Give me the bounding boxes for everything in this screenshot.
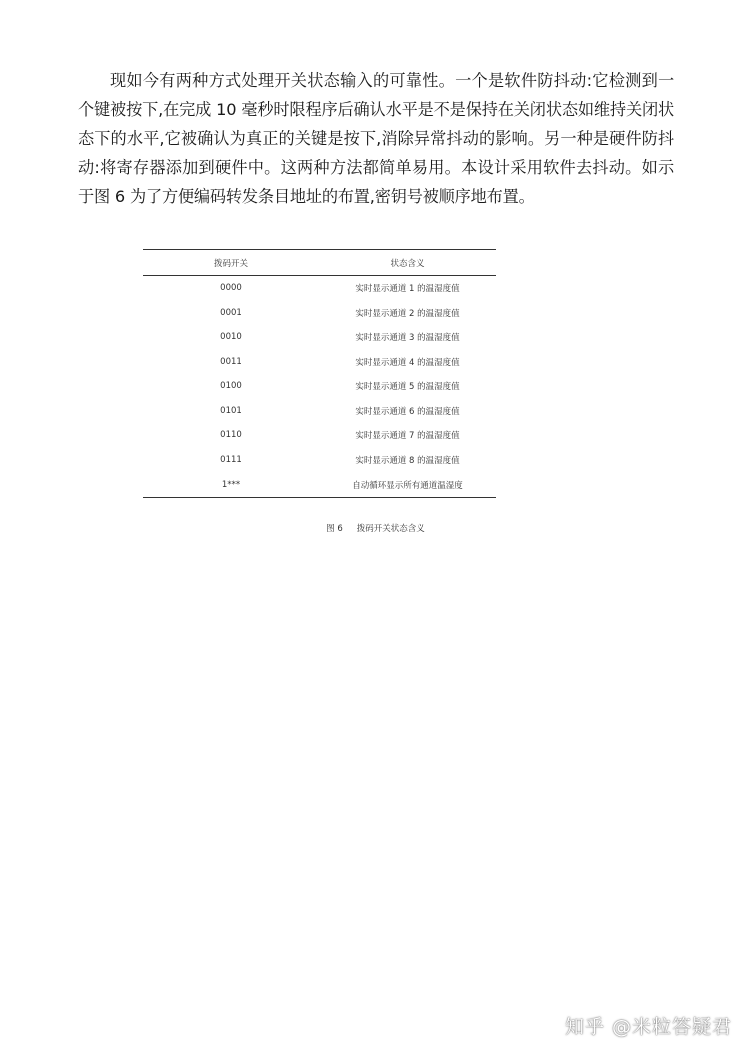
table-row bbox=[143, 399, 496, 424]
status-meaning-cell: 实时显示通道 7 的温湿度值 bbox=[355, 431, 460, 442]
table-row bbox=[143, 301, 496, 326]
status-meaning-cell: 实时显示通道 6 的温湿度值 bbox=[355, 406, 460, 417]
switch-code-cell: 0100 bbox=[220, 381, 242, 392]
table-row bbox=[143, 423, 496, 448]
status-meaning-cell: 实时显示通道 2 的温湿度值 bbox=[355, 308, 460, 319]
status-meaning-cell: 实时显示通道 3 的温湿度值 bbox=[355, 333, 460, 344]
table-row bbox=[143, 472, 496, 498]
switch-code-cell: 0111 bbox=[220, 454, 242, 465]
figure-number: 图 6 bbox=[326, 524, 343, 534]
figure-caption bbox=[143, 522, 608, 534]
table-row bbox=[143, 350, 496, 375]
switch-code-cell: 0000 bbox=[220, 283, 242, 294]
table-header-row bbox=[143, 250, 496, 276]
switch-status-table bbox=[143, 249, 496, 498]
body-paragraph: 现如今有两种方式处理开关状态输入的可靠性。一个是软件防抖动:它检测到一个键被按下,在完成 10 毫秒时限程序后确认水平是不是保持在关闭状态如维持关闭状态下的水平,它被确认为真正的关键是按下,消除异常抖动的影响。另一种是硬件防抖动:将寄存器添加到硬件中。这两种方法都简单易用。本设计采用软件去抖动。如示于图 6 为了方便编码转发条目地址的布置,密钥号被顺序地布置。 bbox=[78, 71, 674, 206]
table-row bbox=[143, 325, 496, 350]
zhihu-watermark: 知乎 @米粒答疑君 bbox=[564, 1016, 732, 1038]
status-meaning-cell: 实时显示通道 4 的温湿度值 bbox=[355, 357, 460, 368]
header-status-meaning: 状态含义 bbox=[319, 250, 496, 276]
switch-code-cell: 0011 bbox=[220, 356, 242, 367]
status-meaning-cell: 自动循环显示所有通道温湿度 bbox=[319, 472, 496, 498]
figure-title: 拨码开关状态含义 bbox=[356, 524, 425, 534]
switch-code-cell: 0101 bbox=[220, 405, 242, 416]
header-switch-code: 拨码开关 bbox=[143, 250, 319, 276]
status-meaning-cell: 实时显示通道 1 的温湿度值 bbox=[355, 284, 460, 295]
status-meaning-cell: 实时显示通道 8 的温湿度值 bbox=[355, 455, 460, 466]
table bbox=[143, 249, 496, 498]
table-row bbox=[143, 374, 496, 399]
status-meaning-cell: 实时显示通道 5 的温湿度值 bbox=[355, 382, 460, 393]
switch-code-cell: 0110 bbox=[220, 430, 242, 441]
switch-code-cell: 0010 bbox=[220, 332, 242, 343]
table-row bbox=[143, 276, 496, 301]
switch-code-cell: 1*** bbox=[143, 472, 319, 498]
switch-code-cell: 0001 bbox=[220, 307, 242, 318]
table-row bbox=[143, 448, 496, 473]
